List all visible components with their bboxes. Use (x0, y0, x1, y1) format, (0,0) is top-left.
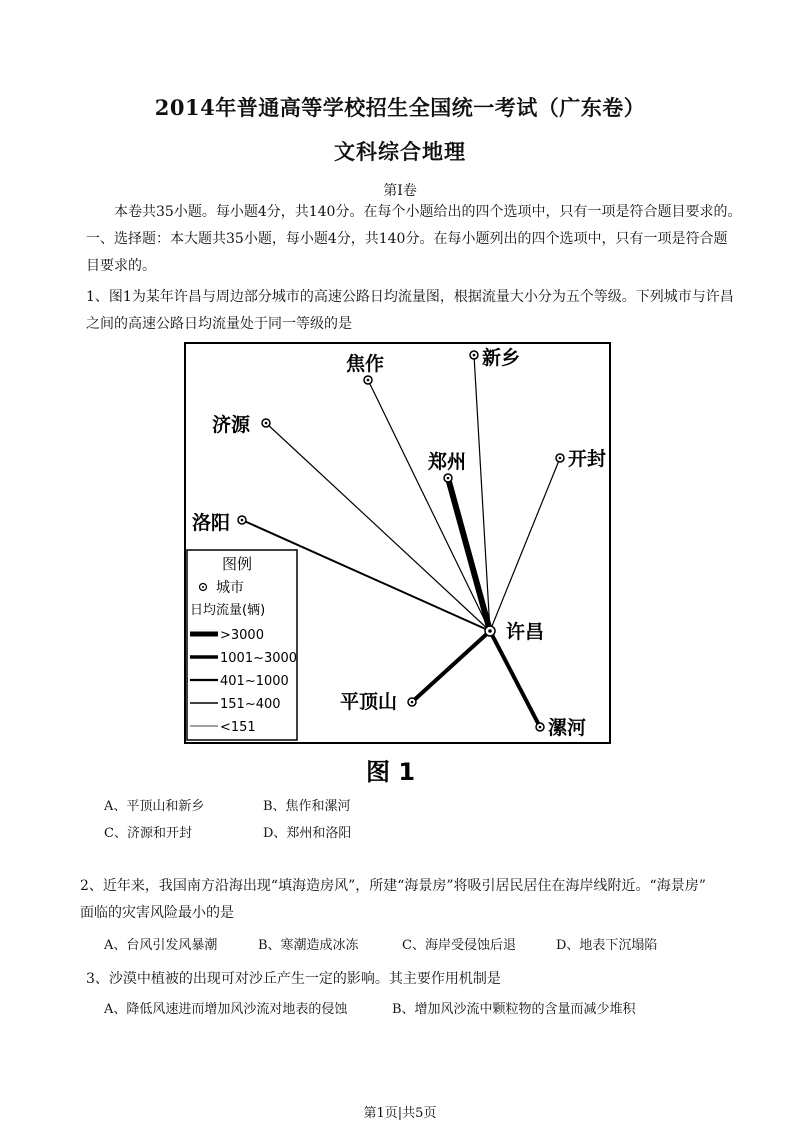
q2-option-a[interactable]: A、台风引发风暴潮 (104, 938, 218, 953)
intro-line-1: 本卷共35小题。每小题4分，共140分。在每个小题给出的四个选项中，只有一项是符合题目要求的。 (114, 204, 742, 220)
q2-option-b[interactable]: B、寒潮造成冰冻 (258, 938, 359, 953)
flow-line-zhengzhou (448, 478, 490, 631)
city-label-pingdingshan: 平顶山 (340, 691, 398, 713)
q2-option-c[interactable]: C、海岸受侵蚀后退 (402, 938, 516, 953)
question-1-line-2: 之间的高速公路日均流量处于同一等级的是 (86, 316, 352, 332)
intro-line-2a: 一、选择题：本大题共35小题，每小题4分，共140分。在每小题列出的四个选项中，只有一项是符合题 (86, 231, 728, 247)
figure-1-flow-map (150, 340, 630, 790)
question-2-stem (80, 873, 780, 927)
legend-flow-title: 日均流量(辆) (190, 603, 266, 618)
city-label-jiaozuo: 焦作 (346, 353, 385, 375)
legend-level-4: 151~400 (220, 697, 281, 712)
legend-title: 图例 (222, 555, 253, 573)
flow-line-luohe (490, 631, 540, 727)
question-1-line-1: 1、图1为某年许昌与周边部分城市的高速公路日均流量图，根据流量大小分为五个等级。下列城市与许昌 (86, 289, 734, 305)
q2-option-d[interactable]: D、地表下沉塌陷 (556, 938, 658, 953)
q1-option-d[interactable]: D、郑州和洛阳 (263, 826, 352, 841)
city-label-luoyang: 洛阳 (192, 512, 231, 534)
city-label-xuchang: 许昌 (506, 621, 545, 643)
question-1-stem (86, 284, 776, 338)
exam-subtitle: 文科综合地理 (334, 139, 466, 164)
question-2-line-1: 2、近年来，我国南方沿海出现“填海造房风”，所建“海景房”将吸引居民居住在海岸线附近。“海景房” (80, 878, 706, 894)
flow-line-kaifeng (490, 458, 560, 631)
legend-level-2: 1001~3000 (220, 651, 298, 666)
intro-line-2b: 目要求的。 (86, 258, 156, 274)
figure-caption: 图 1 (366, 758, 416, 786)
q1-option-a[interactable]: A、平顶山和新乡 (104, 799, 205, 814)
q3-option-a[interactable]: A、降低风速进而增加风沙流对地表的侵蚀 (104, 1002, 348, 1017)
map-legend (187, 550, 297, 740)
legend-city-label: 城市 (216, 580, 244, 596)
section-label: 第Ⅰ卷 (383, 183, 417, 199)
intro-line-2 (86, 226, 776, 280)
q1-option-b[interactable]: B、焦作和漯河 (263, 799, 351, 814)
q3-option-b[interactable]: B、增加风沙流中颗粒物的含量而减少堆积 (392, 1002, 636, 1017)
city-label-zhengzhou: 郑州 (428, 451, 467, 473)
city-label-xinxiang: 新乡 (482, 347, 521, 369)
city-label-kaifeng: 开封 (568, 448, 607, 470)
city-label-luohe: 漯河 (548, 717, 587, 739)
question-2-line-2: 面临的灾害风险最小的是 (80, 905, 234, 921)
city-label-jiyuan: 济源 (212, 414, 251, 436)
flow-line-jiaozuo (368, 380, 490, 631)
legend-level-1: >3000 (220, 628, 264, 643)
q1-option-c[interactable]: C、济源和开封 (104, 826, 192, 841)
exam-title: 2014年普通高等学校招生全国统一考试（广东卷） (154, 95, 646, 120)
legend-level-3: 401~1000 (220, 674, 289, 689)
legend-level-5: <151 (220, 720, 256, 735)
flow-line-pingdingshan (412, 631, 490, 702)
question-3-stem: 3、沙漠中植被的出现可对沙丘产生一定的影响。其主要作用机制是 (86, 971, 501, 987)
page-number: 第1页|共5页 (363, 1106, 437, 1121)
